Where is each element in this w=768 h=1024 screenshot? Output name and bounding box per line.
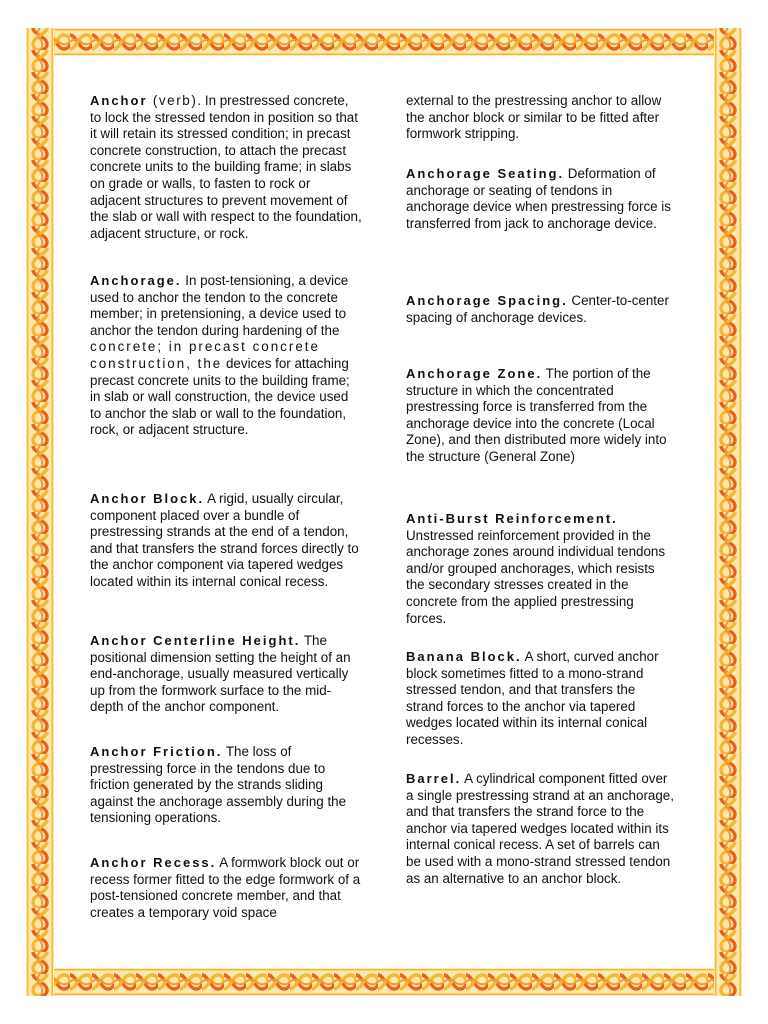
definition: A short, curved anchor block sometimes fitted to a mono-strand stressed tendon, and that transfers the strand forces to the anchor via tapered wedges located within its internal conical recesses. <box>406 649 659 747</box>
term: Anchorage Seating. <box>406 166 565 181</box>
definition: Center-to-center spacing of anchorage devices. <box>406 293 669 325</box>
definition: A formwork block out or recess former fitted to the edge formwork of a post-tensioned concrete member, and that creates a temporary void space <box>90 855 361 920</box>
entry-anchorage-seating <box>406 166 676 232</box>
term: Anchor Friction. <box>90 744 223 759</box>
entry-barrel <box>406 771 676 887</box>
border-right <box>714 28 742 996</box>
definition: The portion of the structure in which the concentrated prestressing force is transferred from the anchorage device into the concrete (Local Zone), and then distributed more widely into the structure (General Zone) <box>406 366 667 464</box>
border-bottom <box>26 968 742 996</box>
definition: Deformation of anchorage or seating of tendons in anchorage device when prestressing force is transferred from jack to anchorage device. <box>406 166 671 231</box>
border-left <box>26 28 54 996</box>
term: Anchor Recess. <box>90 855 217 870</box>
separator: . <box>197 93 205 108</box>
entry-anchor-recess-continued <box>406 93 676 143</box>
entry-anchorage <box>90 273 362 439</box>
term: Anchorage. <box>90 273 182 288</box>
term: Barrel. <box>406 771 462 786</box>
definition: In prestressed concrete, to lock the stressed tendon in position so that it will retain its stressed condition; in precast concrete construction, to attach the precast concrete units to the building frame; in slabs on grade or walls, to fasten to rock or adjacent structures to prevent movement of the slab or wall with respect to the foundation, adjacent structure, or rock. <box>90 93 362 241</box>
definition-part-a: In post-tensioning, a device used to anchor the tendon to the concrete member; in pretensioning, a device used to anchor the tendon during hardening of the <box>90 273 349 338</box>
definition-part-b: devices for attaching precast concrete units to the building frame; in slab or wall construction, the device used to anchor the slab or wall to the foundation, rock, or adjacent structure. <box>90 355 350 438</box>
term: Anchor Block. <box>90 491 205 506</box>
border-top <box>26 28 742 56</box>
term: Banana Block. <box>406 649 522 664</box>
definition: The positional dimension setting the height of an end-anchorage, usually measured vertically up from the formwork surface to the mid-depth of the anchor component. <box>90 633 351 715</box>
entry-anchor-block <box>90 491 362 591</box>
definition: The loss of prestressing force in the tendons due to friction generated by the strands sliding against the anchorage assembly during the tensioning operations. <box>90 744 347 826</box>
term: Anchorage Spacing. <box>406 293 568 308</box>
entry-anchor-centerline-height <box>90 633 362 716</box>
definition-spaced: concrete; in precast concrete construction, the <box>90 339 320 371</box>
entry-anchor-recess <box>90 855 362 921</box>
definition: Unstressed reinforcement provided in the anchorage zones around individual tendons and/or grouped anchorages, which resists the secondary stresses created in the concrete from the applied prestressing forces. <box>406 527 666 626</box>
term: Anchorage Zone. <box>406 366 543 381</box>
definition: A cylindrical component fitted over a single prestressing strand at an anchorage, and that transfers the strand force to the anchor via tapered wedges located within its internal conical recess. A set of barrels can be used with a mono-strand stressed tendon as an alternative to an anchor block. <box>406 771 674 886</box>
term: Anchor Centerline Height. <box>90 633 301 648</box>
definition: external to the prestressing anchor to allow the anchor block or similar to be fitted after formwork stripping. <box>406 93 662 142</box>
entry-anti-burst-reinforcement <box>406 511 676 627</box>
term: Anti-Burst Reinforcement. <box>406 511 618 526</box>
part-of-speech: (verb) <box>147 93 198 108</box>
entry-anchorage-spacing <box>406 293 676 326</box>
entry-anchor-friction <box>90 744 362 827</box>
entry-banana-block <box>406 649 676 749</box>
term: Anchor <box>90 93 148 108</box>
entry-anchorage-zone <box>406 366 676 466</box>
definition: A rigid, usually circular, component placed over a bundle of prestressing strands at the end of a tendon, and that transfers the strand forces directly to the anchor component via tapered wedges located within its internal conical recess. <box>90 491 359 589</box>
entry-anchor <box>90 93 362 242</box>
